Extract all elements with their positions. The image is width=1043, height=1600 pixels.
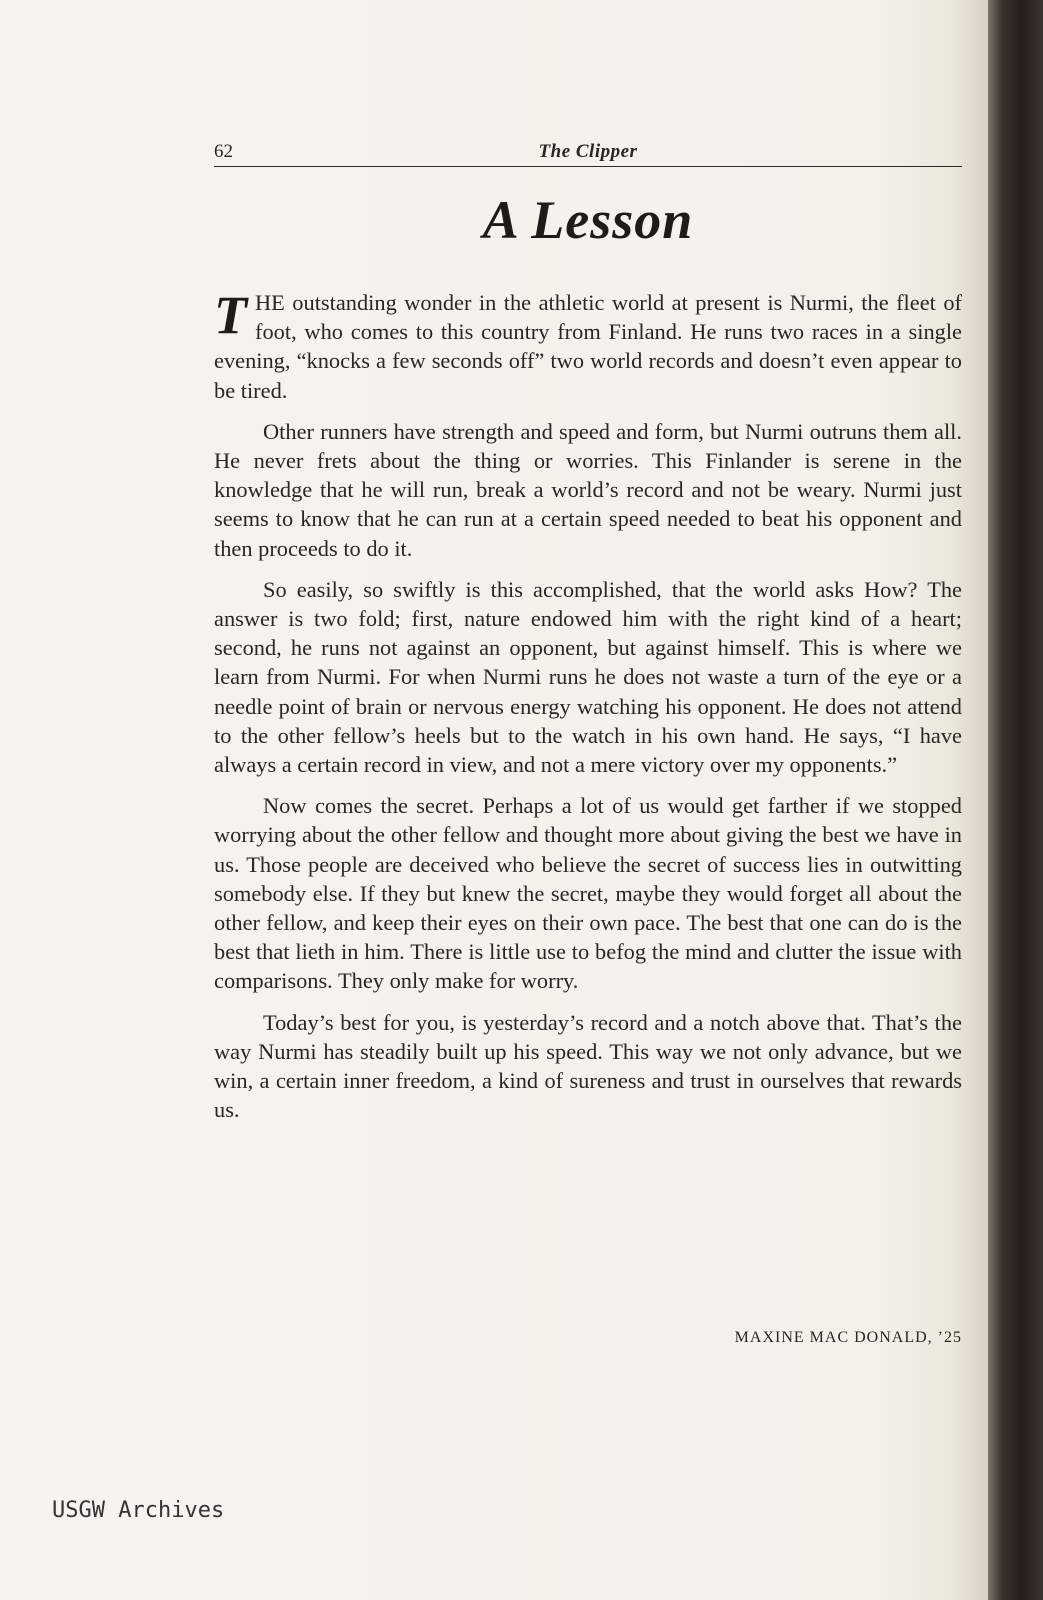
archive-watermark: USGW Archives [52,1498,225,1523]
page-header [214,140,962,167]
article-body [214,285,962,1136]
page-number: 62 [214,141,233,162]
paragraph: Today’s best for you, is yesterday’s record and a notch above that. That’s the way Nurmi has steadily built up his speed. This way we not only advance, but we win, a certain inner freedom, a kind of sureness and trust in ourselves that rewards us. [214,1009,962,1123]
article-title: A Lesson [482,190,694,250]
running-head: The Clipper [538,141,638,162]
paragraph: Now comes the secret. Perhaps a lot of us would get farther if we stopped worrying about the other fellow and thought more about giving the best we have in us. Those people are deceived who believe the secret of success lies in outwitting somebody else. If they but knew the secret, maybe they would forget all about the other fellow, and keep their eyes on their own pace. The best that one can do is the best that lieth in him. There is little use to befog the mind and clutter the issue with comparisons. They only make for worry. [214,793,962,994]
paragraph-text: HE outstanding wonder in the athletic world at present is Nurmi, the fleet of foot, who comes to this country from Finland. He runs two races in a single evening, “knocks a few seconds off” two world records and doesn’t even appear to be tired. [214,290,962,403]
paragraph: So easily, so swiftly is this accomplished, that the world asks How? The answer is two fold; first, nature endowed him with the right kind of a heart; second, he runs not against an opponent, but against himself. This is where we learn from Nurmi. For when Nurmi runs he does not waste a turn of the eye or a needle point of brain or nervous energy watching his opponent. He does not attend to the other fellow’s heels but to the watch in his own hand. He says, “I have always a certain record in view, and not a mere victory over my opponents.” [214,576,962,778]
paragraph [214,285,962,405]
paragraph: Other runners have strength and speed and form, but Nurmi outruns them all. He never frets about the thing or worries. This Finlander is serene in the knowledge that he will run, break a world’s record and not be weary. Nurmi just seems to know that he can run at a certain speed needed to beat his opponent and then proceeds to do it. [214,418,962,561]
binding-edge [988,0,1043,1600]
drop-cap: T [214,285,247,345]
author-signature: MAXINE MAC DONALD, ’25 [734,1329,962,1346]
